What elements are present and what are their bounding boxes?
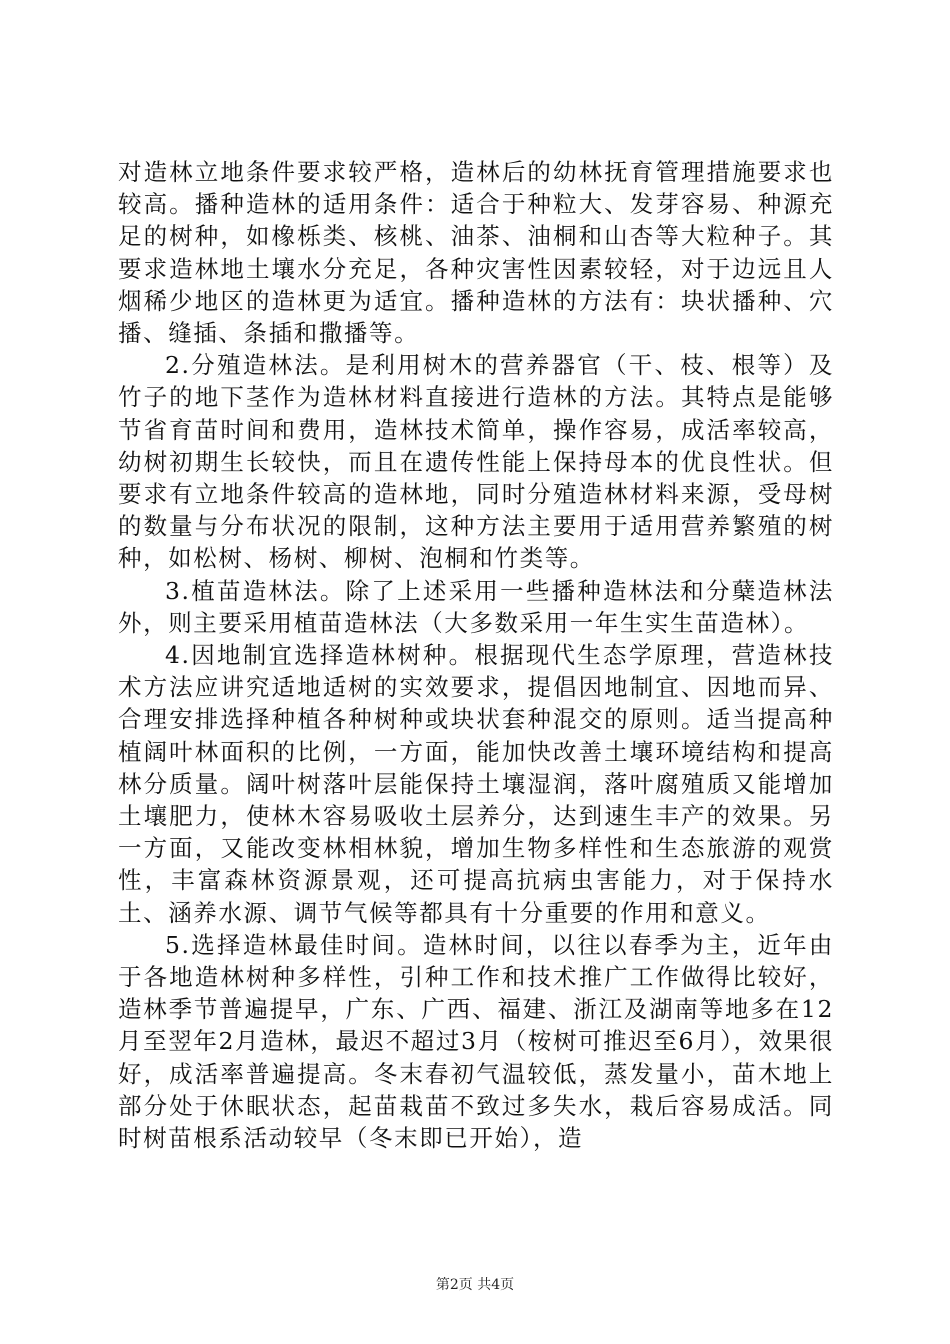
body-text	[118, 156, 834, 1154]
paragraph-division-method: 2.分殖造林法。是利用树木的营养器官（干、枝、根等）及竹子的地下茎作为造林材料直接进行造林的方法。其特点是能够节省育苗时间和费用，造林技术简单，操作容易，成活率较高，幼树初期生长较快，而且在遗传性能上保持母本的优良性状。但要求有立地条件较高的造林地，同时分殖造林材料来源，受母树的数量与分布状况的限制，这种方法主要用于适用营养繁殖的树种，如松树、杨树、柳树、泡桐和竹类等。	[118, 351, 834, 573]
paragraph-tree-species: 4.因地制宜选择造林树种。根据现代生态学原理，营造林技术方法应讲究适地适树的实效要求，提倡因地制宜、因地而异、合理安排选择种植各种树种或块状套种混交的原则。适当提高种植阔叶林面积的比例，一方面，能加快改善土壤环境结构和提高林分质量。阔叶树落叶层能保持土壤湿润，落叶腐殖质又能增加土壤肥力，使林木容易吸收土层养分，达到速生丰产的效果。另一方面，又能改变林相林貌，增加生物多样性和生态旅游的观赏性，丰富森林资源景观，还可提高抗病虫害能力，对于保持水土、涵养水源、调节气候等都具有十分重要的作用和意义。	[118, 641, 834, 927]
paragraph-continuation: 对造林立地条件要求较严格，造林后的幼林抚育管理措施要求也较高。播种造林的适用条件：适合于种粒大、发芽容易、种源充足的树种，如橡栎类、核桃、油茶、油桐和山杏等大粒种子。其要求造林地土壤水分充足，各种灾害性因素较轻，对于边远且人烟稀少地区的造林更为适宜。播种造林的方法有：块状播种、穴播、缝插、条插和撒播等。	[118, 158, 834, 348]
page-footer: 第2页 共4页	[435, 1277, 515, 1293]
paragraph-seedling-method: 3.植苗造林法。除了上述采用一些播种造林法和分蘖造林法外，则主要采用植苗造林法（大多数采用一年生实生苗造林）。	[118, 576, 834, 637]
paragraph-planting-time: 5.选择造林最佳时间。造林时间，以往以春季为主，近年由于各地造林树种多样性，引种工作和技术推广工作做得比较好，造林季节普遍提早，广东、广西、福建、浙江及湖南等地多在12月至翌年2月造林，最迟不超过3月（桉树可推迟至6月），效果很好，成活率普遍提高。冬末春初气温较低，蒸发量小，苗木地上部分处于休眠状态，起苗栽苗不致过多失水，栽后容易成活。同时树苗根系活动较早（冬末即已开始），造	[118, 930, 834, 1153]
